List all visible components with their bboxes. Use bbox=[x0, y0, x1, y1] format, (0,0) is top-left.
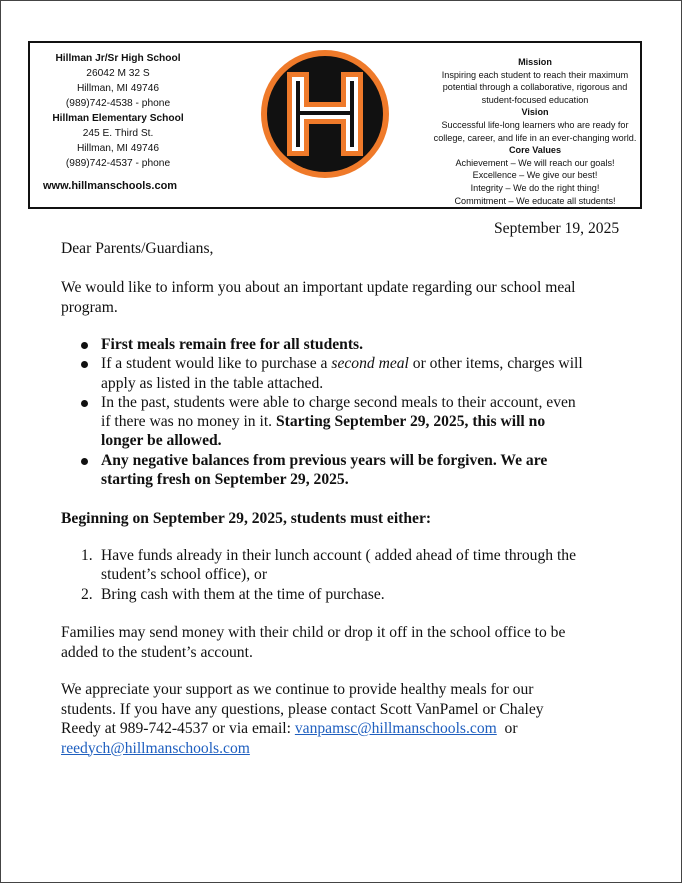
mission-text-1: Inspiring each student to reach their maximum bbox=[441, 69, 629, 80]
list-item: 2. Bring cash with them at the time of purchase. bbox=[81, 585, 385, 603]
hs-phone: (989)742-4538 - phone bbox=[65, 98, 171, 109]
intro-line-1: We would like to inform you about an important update regarding our school meal bbox=[61, 279, 576, 296]
list-item: If a student would like to purchase a second meal or other items, charges will apply as listed in the table attached. bbox=[61, 354, 631, 393]
school-contacts bbox=[30, 51, 206, 171]
letter-date: September 19, 2025 bbox=[494, 220, 620, 237]
core-values-title: Core Values bbox=[508, 145, 562, 156]
vision-title: Vision bbox=[521, 107, 549, 118]
hillman-h-logo bbox=[259, 48, 391, 180]
bullet-dot-icon bbox=[81, 458, 88, 465]
mission-text-3: student-focused education bbox=[481, 94, 589, 105]
bullet-dot-icon bbox=[81, 342, 88, 349]
hs-city: Hillman, MI 49746 bbox=[76, 83, 160, 94]
es-name: Hillman Elementary School bbox=[52, 113, 184, 124]
policy-bullets bbox=[61, 335, 631, 489]
salutation: Dear Parents/Guardians, bbox=[61, 240, 214, 257]
list-item: In the past, students were able to charge second meals to their account, even if there was no money in it. Starting September 29, 2025, this will no longer be allowed. bbox=[61, 393, 631, 451]
core-value-2: Excellence – We give our best! bbox=[472, 170, 598, 181]
bullet-dot-icon bbox=[81, 400, 88, 407]
beginning-heading: Beginning on September 29, 2025, students must either: bbox=[61, 510, 432, 527]
hs-address: 26042 M 32 S bbox=[86, 68, 150, 79]
list-item: Any negative balances from previous years will be forgiven. We are starting fresh on September 29, 2025. bbox=[61, 451, 631, 490]
bullet-dot-icon bbox=[81, 361, 88, 368]
core-value-1: Achievement – We will reach our goals! bbox=[455, 157, 615, 168]
hs-name: Hillman Jr/Sr High School bbox=[55, 53, 181, 64]
families-paragraph: Families may send money with their child or drop it off in the school office to be added to the student’s account. bbox=[61, 624, 566, 661]
letterhead bbox=[28, 41, 642, 209]
es-address: 245 E. Third St. bbox=[82, 128, 154, 139]
vision-text-2: college, career, and life in an ever-changing world. bbox=[433, 132, 637, 143]
requirements-list bbox=[61, 546, 631, 604]
es-city: Hillman, MI 49746 bbox=[76, 143, 160, 154]
core-value-3: Integrity – We do the right thing! bbox=[470, 182, 600, 193]
email-link-reedych[interactable]: reedych@hillmanschools.com bbox=[61, 739, 250, 757]
list-item: 1. Have funds already in their lunch account ( added ahead of time through the student’s school office), or bbox=[81, 547, 577, 584]
vision-text-1: Successful life-long learners who are ready for bbox=[441, 119, 629, 130]
mission-vision-values bbox=[428, 56, 642, 207]
mission-text-2: potential through a collaborative, rigorous and bbox=[442, 82, 628, 93]
intro-paragraph bbox=[61, 278, 631, 317]
es-phone: (989)742-4537 - phone bbox=[65, 158, 171, 169]
list-item: First meals remain free for all students. bbox=[61, 335, 631, 354]
mission-title: Mission bbox=[518, 57, 552, 67]
intro-line-2: program. bbox=[61, 298, 118, 316]
closing-paragraph: We appreciate your support as we continue to provide healthy meals for our students. If you have any questions, please contact Scott VanPamel or Chaley Reedy at 989-742-4537 or via email: vanpamsc@hillmanschools.com or reedych@hillmanschools.com bbox=[61, 681, 544, 757]
core-value-4: Commitment – We educate all students! bbox=[454, 195, 616, 206]
email-link-vanpamsc[interactable]: vanpamsc@hillmanschools.com bbox=[294, 720, 497, 737]
website: www.hillmanschools.com bbox=[43, 180, 178, 192]
